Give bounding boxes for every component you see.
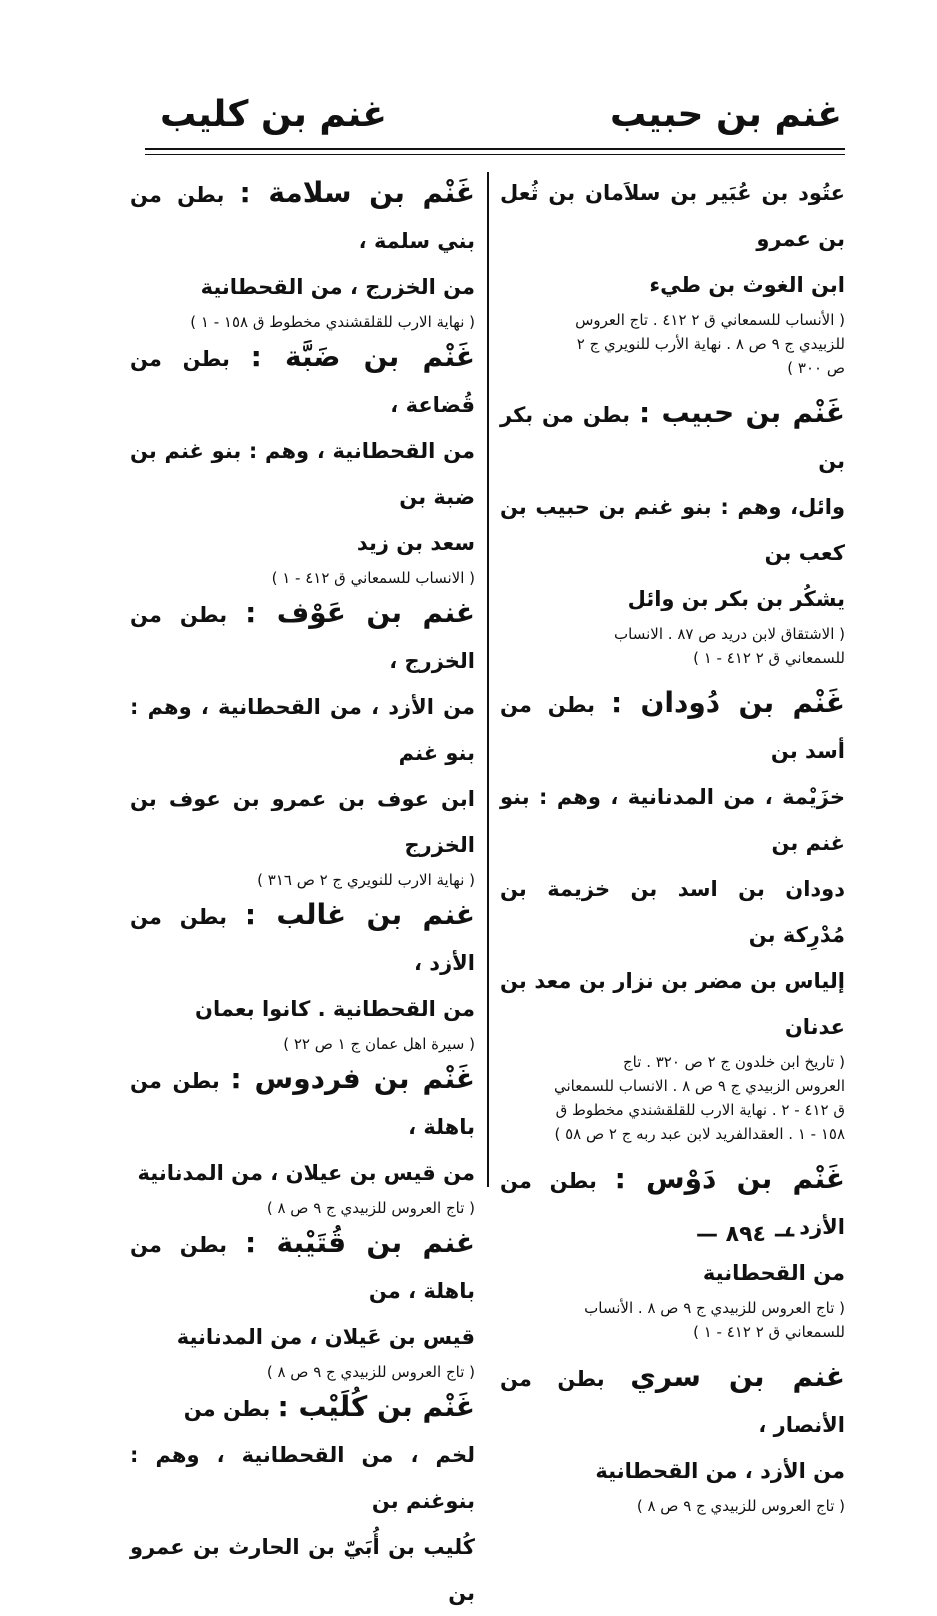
entry-line: عتُود بن عُبَير بن سلاَمان بن ثُعل بن عمرو	[500, 181, 845, 251]
running-header-right: غنم بن حبيب	[610, 94, 842, 135]
entry-headword: غَنْم بن كُلَيْب :	[277, 1390, 475, 1423]
entry-reference: ق ٤١٢ - ٢ . نهاية الارب للقلقشندي مخطوط ق	[555, 1101, 845, 1119]
entry-reference: للسمعاني ق ٢ ٤١٢ - ١ )	[693, 1323, 845, 1341]
entry-ghanm-bin-sari	[500, 1354, 845, 1518]
entry-reference: للسمعاني ق ٢ ٤١٢ - ١ )	[693, 649, 845, 667]
entry-line: من القحطانية ، وهم : بنو غنم بن ضبة بن	[130, 439, 475, 509]
entry-continuation	[500, 170, 845, 380]
entry-line: بطن من بكر بن	[500, 403, 845, 473]
entry-headword: غنم بن غالب :	[244, 898, 476, 931]
entry-reference: ١٥٨ - ١ . العقدالفريد لابن عبد ربه ج ٢ ص ٥٨ )	[554, 1125, 845, 1143]
entry-line: كُليب بن أُبَيّ بن الحارث بن عمرو بن	[130, 1535, 475, 1605]
entry-headword: غَنْم بن دُودان :	[610, 686, 846, 719]
entry-headword: غَنْم بن دَوْس :	[614, 1162, 846, 1195]
entry-reference: ص ٣٠٠ )	[787, 359, 845, 377]
entry-reference: ( تاريخ ابن خلدون ج ٢ ص ٣٢٠ . تاج	[623, 1053, 845, 1071]
entry-line: من القحطانية	[702, 1261, 845, 1285]
entry-line: من الأزد ، من القحطانية ، وهم : بنو غنم	[130, 695, 475, 765]
entry-line: وائل، وهم : بنو غنم بن حبيب بن كعب بن	[500, 495, 845, 565]
entry-first-line	[130, 334, 475, 428]
column-divider	[487, 172, 489, 1187]
entry-ghanm-bin-firdaws	[130, 1056, 475, 1220]
entry-line: من الخزرج ، من القحطانية	[200, 275, 475, 299]
header-rule	[145, 148, 845, 150]
entry-headword: غَنْم بن ضَبَّة :	[250, 340, 475, 373]
entry-ghanm-bin-dabba	[130, 334, 475, 590]
entry-reference: ( نهاية الارب للقلقشندي مخطوط ق ١٥٨ - ١ )	[190, 313, 475, 331]
entry-line: بطن من الأزد ،	[500, 1169, 845, 1239]
entry-line: بطن من قُضاعة ،	[130, 347, 475, 417]
entry-line: بطن من بني سلمة ،	[130, 183, 475, 253]
entry-line: من الأزد ، من القحطانية	[595, 1459, 845, 1483]
entry-line: سعد بن زيد	[356, 531, 475, 555]
entry-reference: ( تاج العروس للزبيدي ج ٩ ص ٨ )	[266, 1199, 475, 1217]
entry-reference: ( تاج العروس للزبيدي ج ٩ ص ٨ )	[636, 1497, 845, 1515]
entry-headword: غنم بن عَوْف :	[245, 596, 475, 629]
entry-reference: ( نهاية الارب للنويري ج ٢ ص ٣١٦ )	[257, 871, 475, 889]
entry-first-line	[130, 1384, 475, 1432]
entry-reference: ( سيرة اهل عمان ج ١ ص ٢٢ )	[283, 1035, 475, 1053]
entry-line: بطن من	[183, 1397, 271, 1421]
entry-line: بطن من باهلة ، من	[130, 1233, 475, 1303]
entry-line: ابن عوف بن عمرو بن عوف بن الخزرج	[130, 787, 475, 857]
entry-headword: غنم بن قُتَيْبة :	[244, 1226, 475, 1259]
entry-line: من القحطانية . كانوا بعمان	[195, 997, 475, 1021]
entry-ghanm-bin-dudan	[500, 680, 845, 1146]
entry-first-line	[500, 1354, 845, 1448]
entry-first-line	[500, 680, 845, 774]
entry-headword: غَنْم بن سلامة :	[239, 176, 475, 209]
running-header-left: غنم بن كليب	[160, 94, 387, 135]
entry-line: يشكُر بن بكر بن وائل	[627, 587, 845, 611]
entry-line: بطن من أسد بن	[500, 693, 845, 763]
entry-line: إلياس بن مضر بن نزار بن معد بن عدنان	[500, 969, 845, 1039]
entry-ghanm-bin-kulayb	[130, 1384, 475, 1616]
entry-reference: ( الأنساب للسمعاني ق ٢ ٤١٢ . تاج العروس	[575, 311, 845, 329]
entry-first-line	[500, 390, 845, 484]
entry-headword: غَنْم بن حبيب :	[638, 396, 845, 429]
entry-headword: غَنْم بن فردوس :	[230, 1062, 475, 1095]
entry-reference: العروس الزبيدي ج ٩ ص ٨ . الانساب للسمعاني	[553, 1077, 845, 1095]
entry-reference: ( تاج العروس للزبيدي ج ٩ ص ٨ . الأنساب	[584, 1299, 845, 1317]
entry-line: لخم ، من القحطانية ، وهم : بنوغنم بن	[130, 1443, 475, 1513]
entry-reference: ( الانساب للسمعاني ق ٤١٢ - ١ )	[271, 569, 475, 587]
header-rule-thin	[145, 154, 845, 155]
entry-reference: ( الاشتقاق لابن دريد ص ٨٧ . الانساب	[614, 625, 845, 643]
left-column	[130, 170, 475, 1616]
entry-reference: ( تاج العروس للزبيدي ج ٩ ص ٨ )	[266, 1363, 475, 1381]
entry-line: بطن من الأنصار ،	[500, 1367, 845, 1437]
entry-line: من قيس بن عيلان ، من المدنانية	[137, 1161, 475, 1185]
entry-line: بطن من الأزد ،	[130, 905, 475, 975]
entry-ghanm-bin-salama	[130, 170, 475, 334]
entry-line: قيس بن عَيلان ، من المدنانية	[176, 1325, 475, 1349]
page-number: — ٨٩٤ —	[696, 1222, 796, 1247]
entry-headword: غنم بن سري	[630, 1360, 846, 1393]
entry-line: دودان بن اسد بن خزيمة بن مُدْرِكة بن	[500, 877, 845, 947]
entry-line: ابن الغوث بن طيء	[649, 273, 845, 297]
entry-line: خزَيْمة ، من المدنانية ، وهم : بنو غنم بن	[500, 785, 845, 855]
entry-first-line	[130, 1220, 475, 1314]
entry-first-line	[130, 892, 475, 986]
entry-ghanm-bin-habib	[500, 390, 845, 670]
entry-first-line	[130, 1056, 475, 1150]
entry-ghanm-bin-awf	[130, 590, 475, 892]
entry-ghanm-bin-ghalib	[130, 892, 475, 1056]
entry-line: بطن من الخزرج ،	[130, 603, 475, 673]
entry-line: بطن من باهلة ،	[130, 1069, 475, 1139]
entry-ghanm-bin-qutayba	[130, 1220, 475, 1384]
entry-first-line	[130, 590, 475, 684]
entry-reference: للزبيدي ج ٩ ص ٨ . نهاية الأرب للنويري ج ٢	[576, 335, 845, 353]
entry-first-line	[130, 170, 475, 264]
right-column	[500, 170, 845, 1518]
entry-ghanm-bin-daws	[500, 1156, 845, 1344]
